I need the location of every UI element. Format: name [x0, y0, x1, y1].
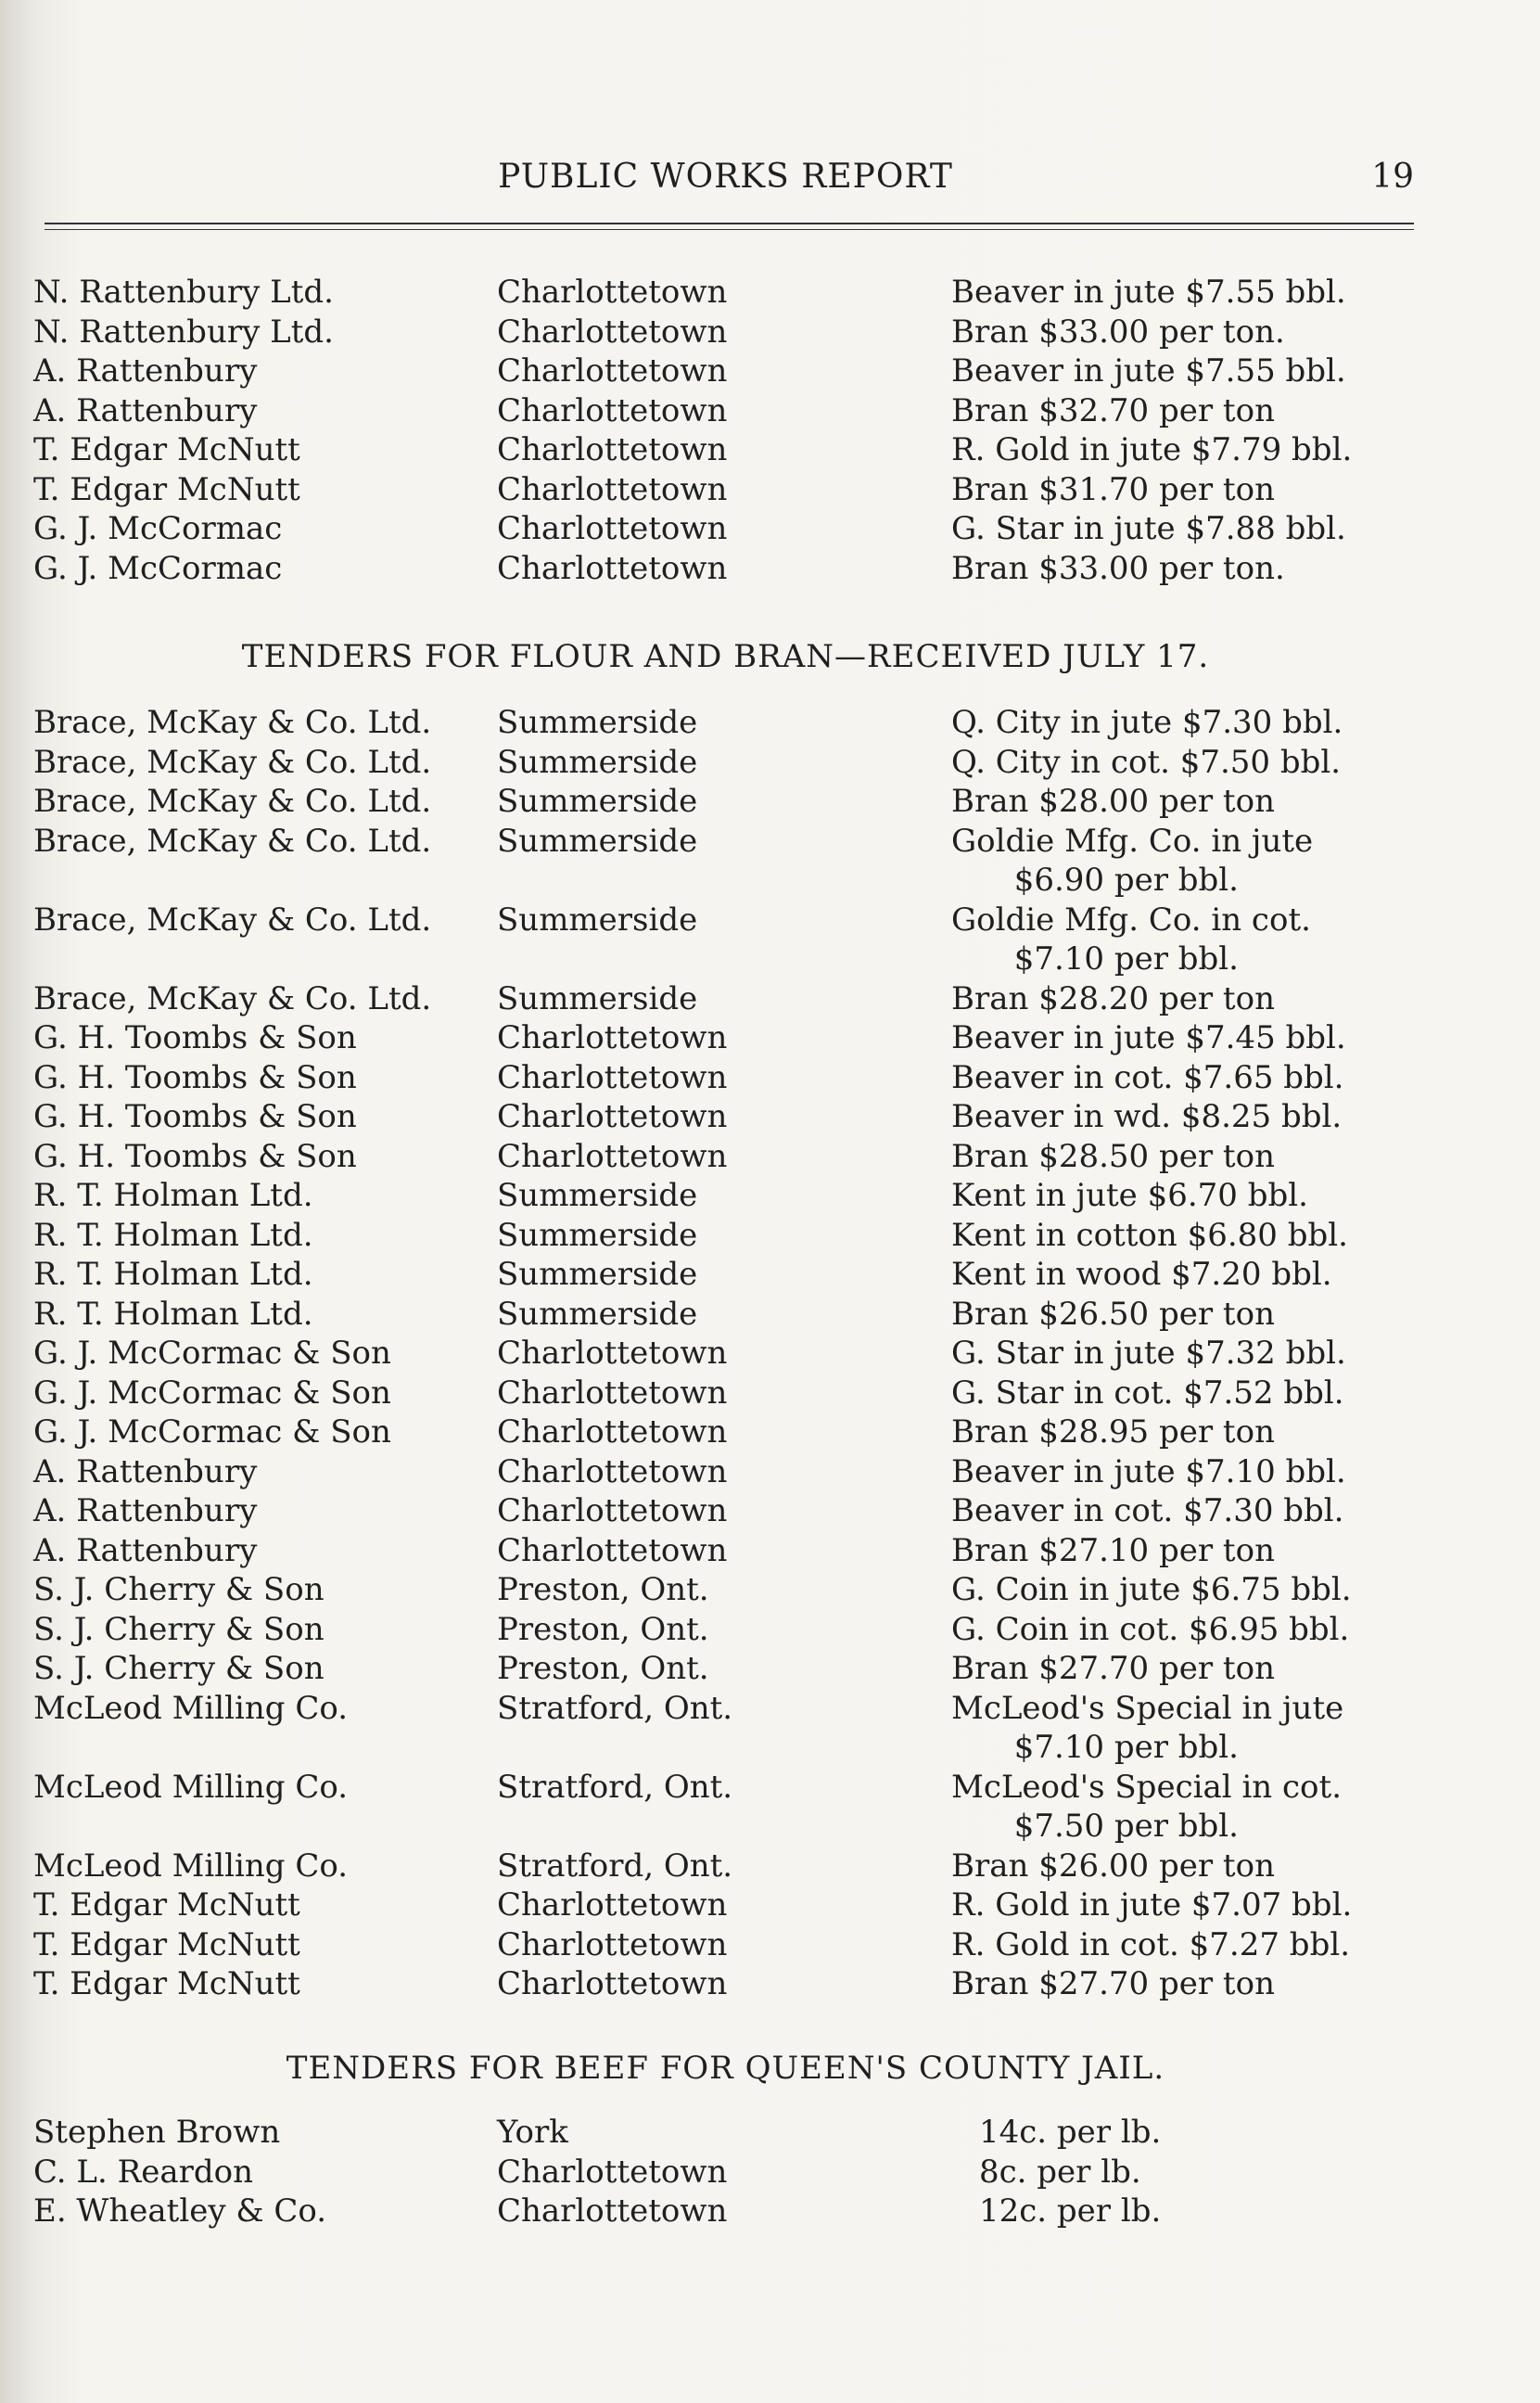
table-row — [33, 743, 1424, 783]
tenderer-name: G. J. McCormac & Son — [33, 1413, 391, 1451]
section-heading-beef: TENDERS FOR BEEF FOR QUEEN'S COUNTY JAIL. — [286, 2050, 1165, 2087]
tenderer-name: G. J. McCormac & Son — [33, 1335, 391, 1372]
tenderer-name: McLeod Milling Co. — [33, 1847, 349, 1885]
table-row — [33, 391, 1424, 431]
table-row — [33, 549, 1424, 589]
tender-price — [951, 273, 1424, 312]
tenderer-place: Charlottetown — [497, 1965, 728, 2002]
section-heading-flour-bran: TENDERS FOR FLOUR AND BRAN—RECEIVED JULY 17. — [241, 638, 1210, 675]
table-row — [33, 352, 1424, 391]
tenderer-place: Charlottetown — [497, 510, 728, 547]
table-row — [33, 1610, 1424, 1650]
table-row — [33, 1491, 1424, 1531]
tenderer-place: Charlottetown — [497, 1137, 728, 1175]
table-row — [33, 1412, 1424, 1452]
tenderer-place: Charlottetown — [497, 1058, 728, 1096]
tender-price — [951, 1689, 1424, 1767]
table-row — [33, 1216, 1424, 1256]
tender-price-line: G. Star in cot. $7.52 bbl. — [951, 1374, 1344, 1412]
tender-price-line: McLeod's Special in jute — [951, 1689, 1344, 1727]
tenderer-name: Brace, McKay & Co. Ltd. — [33, 783, 432, 820]
tender-price — [951, 1018, 1424, 1057]
tenderer-place: Stratford, Ont. — [497, 1847, 733, 1885]
tenderer-place: Summerside — [497, 1216, 698, 1254]
tender-price — [951, 1491, 1424, 1530]
tender-price-line: Kent in jute $6.70 bbl. — [951, 1177, 1308, 1214]
tenderer-name: T. Edgar McNutt — [33, 431, 300, 468]
tenderer-place: Summerside — [497, 1177, 698, 1214]
tenderer-place: Stratford, Ont. — [497, 1689, 733, 1727]
tenderer-place: Preston, Ont. — [497, 1610, 709, 1648]
tenderer-name: T. Edgar McNutt — [33, 1925, 300, 1963]
tender-price-line: Bran $28.20 per ton — [951, 979, 1275, 1017]
tender-price-line: Bran $33.00 per ton. — [951, 549, 1285, 587]
tender-price — [951, 1531, 1424, 1570]
tenderer-place: Charlottetown — [497, 2192, 728, 2230]
tenderer-place: York — [497, 2114, 568, 2151]
tenderer-name: Brace, McKay & Co. Ltd. — [33, 901, 432, 939]
tender-price — [951, 703, 1424, 742]
tender-price-line: Q. City in cot. $7.50 bbl. — [951, 743, 1342, 781]
table-row — [33, 782, 1424, 822]
tender-price-line: Beaver in jute $7.55 bbl. — [951, 274, 1346, 311]
table-row — [33, 1176, 1424, 1216]
tender-price-line: G. Coin in cot. $6.95 bbl. — [951, 1610, 1350, 1648]
tender-price — [951, 2113, 1452, 2152]
tender-price — [951, 509, 1424, 548]
tenderer-place: Summerside — [497, 979, 698, 1017]
tenderer-place: Charlottetown — [497, 313, 728, 351]
header-rule-thin — [45, 229, 1414, 230]
tenders-table-beef — [33, 2113, 1424, 2231]
table-row — [33, 1570, 1424, 1610]
tender-price — [951, 1885, 1424, 1924]
table-row — [33, 509, 1424, 549]
tender-price-line: R. Gold in jute $7.79 bbl. — [951, 431, 1353, 468]
table-row — [33, 1689, 1424, 1768]
tender-price-line: Bran $27.10 per ton — [951, 1531, 1275, 1569]
tenderer-place: Stratford, Ont. — [497, 1768, 733, 1806]
table-row — [33, 1964, 1424, 2004]
table-row — [33, 313, 1424, 352]
tenderer-name: R. T. Holman Ltd. — [33, 1216, 313, 1254]
tenderer-name: N. Rattenbury Ltd. — [33, 313, 334, 351]
tenderer-place: Summerside — [497, 1256, 698, 1293]
tender-price-line: Beaver in wd. $8.25 bbl. — [951, 1098, 1343, 1135]
tenderer-name: R. T. Holman Ltd. — [33, 1256, 313, 1293]
table-row — [33, 1649, 1424, 1689]
table-row — [33, 1058, 1424, 1098]
header-rule — [45, 223, 1414, 224]
tenderer-name: A. Rattenbury — [33, 1531, 258, 1569]
tender-price — [951, 391, 1424, 430]
tenderer-name: S. J. Cherry & Son — [33, 1610, 325, 1648]
tenderer-place: Charlottetown — [497, 470, 728, 508]
tender-price — [951, 1137, 1424, 1176]
page-header — [37, 158, 1414, 198]
tenderer-place: Summerside — [497, 901, 698, 939]
table-row — [33, 1255, 1424, 1295]
tender-price-line: Goldie Mfg. Co. in cot. — [951, 901, 1311, 939]
tender-price — [951, 352, 1424, 390]
tender-price-line: Beaver in cot. $7.65 bbl. — [951, 1058, 1344, 1096]
tender-price — [951, 782, 1424, 821]
tenderer-place: Charlottetown — [497, 1098, 728, 1135]
tender-price — [951, 1610, 1424, 1649]
tenderer-name: G. H. Toombs & Son — [33, 1098, 357, 1135]
tender-price-continuation: $7.10 per bbl. — [1013, 939, 1239, 978]
tender-price-line: 12c. per lb. — [979, 2192, 1162, 2230]
tender-price — [951, 1964, 1424, 2003]
tenderer-place: Preston, Ont. — [497, 1571, 709, 1608]
tender-price — [951, 1216, 1424, 1255]
tenderer-place: Charlottetown — [497, 1886, 728, 1924]
table-row — [33, 1768, 1424, 1847]
tender-price-line: Bran $27.70 per ton — [951, 1650, 1275, 1687]
tenderer-name: Brace, McKay & Co. Ltd. — [33, 979, 432, 1017]
table-row — [33, 1137, 1424, 1177]
tenderer-name: G. J. McCormac — [33, 510, 283, 547]
tenderer-name: G. J. McCormac & Son — [33, 1374, 391, 1412]
tenderer-name: Brace, McKay & Co. Ltd. — [33, 704, 432, 741]
tenderer-place: Charlottetown — [497, 1531, 728, 1569]
tenderer-place: Charlottetown — [497, 1335, 728, 1372]
tender-price-line: Bran $28.50 per ton — [951, 1137, 1275, 1175]
tender-price-line: R. Gold in cot. $7.27 bbl. — [951, 1925, 1351, 1963]
tenderer-name: A. Rattenbury — [33, 391, 258, 429]
tender-price — [951, 1847, 1424, 1885]
tenderer-place: Summerside — [497, 783, 698, 820]
table-row — [33, 1531, 1424, 1571]
tender-price-line: Bran $31.70 per ton — [951, 470, 1275, 508]
tenderer-name: A. Rattenbury — [33, 1492, 258, 1529]
tender-price — [951, 1374, 1424, 1412]
tender-price — [951, 1334, 1424, 1373]
table-row — [33, 1334, 1424, 1374]
table-row — [33, 273, 1424, 313]
table-row — [33, 1097, 1424, 1137]
tenderer-place: Summerside — [497, 822, 698, 860]
tenderer-name: A. Rattenbury — [33, 1452, 258, 1490]
tender-price-line: Kent in wood $7.20 bbl. — [951, 1256, 1332, 1293]
tender-price — [951, 1412, 1424, 1451]
tender-price-line: 8c. per lb. — [979, 2153, 1141, 2191]
tenderer-place: Charlottetown — [497, 1452, 728, 1490]
tenderer-name: T. Edgar McNutt — [33, 1965, 300, 2002]
tenderer-name: N. Rattenbury Ltd. — [33, 274, 334, 311]
tenderer-place: Summerside — [497, 704, 698, 741]
tenderer-name: G. H. Toombs & Son — [33, 1019, 357, 1056]
tenderer-place: Charlottetown — [497, 2153, 728, 2191]
tender-price — [951, 470, 1424, 509]
tender-price — [951, 1925, 1424, 1964]
tender-price — [951, 1452, 1424, 1491]
table-row — [33, 2113, 1424, 2153]
tender-price-line: Bran $32.70 per ton — [951, 391, 1275, 429]
tenderer-place: Charlottetown — [497, 391, 728, 429]
tenderer-place: Charlottetown — [497, 549, 728, 587]
tender-price — [951, 2153, 1452, 2192]
tender-price — [951, 1255, 1424, 1294]
tender-price-line: Bran $26.50 per ton — [951, 1295, 1275, 1333]
tenderer-name: McLeod Milling Co. — [33, 1768, 349, 1806]
table-row — [33, 1295, 1424, 1335]
tender-price-line: R. Gold in jute $7.07 bbl. — [951, 1886, 1353, 1924]
tender-price-line: 14c. per lb. — [979, 2114, 1162, 2151]
table-row — [33, 1452, 1424, 1492]
tender-price — [951, 1768, 1424, 1846]
tender-price-line: Beaver in jute $7.45 bbl. — [951, 1019, 1346, 1056]
tender-price-line: McLeod's Special in cot. — [951, 1768, 1342, 1806]
tender-price — [951, 822, 1424, 900]
table-row — [33, 1374, 1424, 1413]
page-number: 19 — [1371, 158, 1414, 196]
tender-price-line: Q. City in jute $7.30 bbl. — [951, 704, 1343, 741]
tender-price-continuation: $6.90 per bbl. — [1013, 861, 1239, 899]
tenderer-place: Summerside — [497, 743, 698, 781]
tender-price-line: Beaver in jute $7.55 bbl. — [951, 352, 1346, 390]
tender-price-line: Bran $33.00 per ton. — [951, 313, 1285, 351]
table-row — [33, 470, 1424, 510]
tender-price-line: Bran $28.95 per ton — [951, 1413, 1275, 1451]
tenderer-place: Charlottetown — [497, 1492, 728, 1529]
tender-price — [951, 1097, 1424, 1136]
tenderer-name: T. Edgar McNutt — [33, 470, 300, 508]
table-row — [33, 901, 1424, 979]
tenderer-name: G. H. Toombs & Son — [33, 1137, 357, 1175]
tenderer-name: S. J. Cherry & Son — [33, 1650, 325, 1687]
table-row — [33, 2192, 1424, 2231]
tender-price — [951, 430, 1424, 469]
tender-price — [951, 979, 1424, 1018]
tenderer-place: Charlottetown — [497, 1925, 728, 1963]
table-row — [33, 1018, 1424, 1058]
tender-price — [951, 1649, 1424, 1688]
tenderer-name: E. Wheatley & Co. — [33, 2192, 327, 2230]
tenderer-name: R. T. Holman Ltd. — [33, 1295, 313, 1333]
tenderer-name: T. Edgar McNutt — [33, 1886, 300, 1924]
tenders-table-1 — [33, 273, 1424, 588]
tenderer-name: Brace, McKay & Co. Ltd. — [33, 822, 432, 860]
tenderer-place: Charlottetown — [497, 431, 728, 468]
tender-price-line: G. Coin in jute $6.75 bbl. — [951, 1571, 1352, 1608]
tender-price-line: Beaver in cot. $7.30 bbl. — [951, 1492, 1344, 1529]
tender-price — [951, 549, 1424, 588]
tender-price-line: Bran $26.00 per ton — [951, 1847, 1275, 1885]
tender-price — [951, 1176, 1424, 1215]
tender-price — [951, 1295, 1424, 1334]
tender-price — [951, 313, 1424, 352]
tenderer-name: McLeod Milling Co. — [33, 1689, 349, 1727]
tenderer-name: R. T. Holman Ltd. — [33, 1177, 313, 1214]
tender-price — [951, 1058, 1424, 1097]
table-row — [33, 2153, 1424, 2192]
tenderer-place: Charlottetown — [497, 352, 728, 390]
tender-price-line: Bran $28.00 per ton — [951, 783, 1275, 820]
tender-price — [951, 901, 1424, 978]
tenderer-place: Charlottetown — [497, 1413, 728, 1451]
tenderer-place: Charlottetown — [497, 1374, 728, 1412]
tender-price-continuation: $7.50 per bbl. — [1013, 1807, 1239, 1845]
table-row — [33, 979, 1424, 1019]
tender-price-line: Bran $27.70 per ton — [951, 1965, 1275, 2002]
running-title: PUBLIC WORKS REPORT — [498, 158, 953, 196]
table-row — [33, 1847, 1424, 1886]
tenderer-name: C. L. Reardon — [33, 2153, 253, 2191]
tenderer-place: Charlottetown — [497, 274, 728, 311]
tender-price-line: Goldie Mfg. Co. in jute — [951, 822, 1314, 860]
tender-price-line: Kent in cotton $6.80 bbl. — [951, 1216, 1348, 1254]
tenders-table-flour-bran — [33, 703, 1424, 2004]
table-row — [33, 430, 1424, 470]
tenderer-name: G. J. McCormac — [33, 549, 283, 587]
table-row — [33, 703, 1424, 743]
tenderer-name: G. H. Toombs & Son — [33, 1058, 357, 1096]
tender-price — [951, 743, 1424, 782]
tender-price-continuation: $7.10 per bbl. — [1013, 1728, 1239, 1766]
table-row — [33, 1925, 1424, 1965]
tender-price-line: Beaver in jute $7.10 bbl. — [951, 1452, 1346, 1490]
tenderer-name: S. J. Cherry & Son — [33, 1571, 325, 1608]
tenderer-place: Charlottetown — [497, 1019, 728, 1056]
tender-price — [951, 2192, 1452, 2230]
table-row — [33, 1885, 1424, 1925]
tenderer-name: A. Rattenbury — [33, 352, 258, 390]
tender-price-line: G. Star in jute $7.88 bbl. — [951, 510, 1346, 547]
tender-price — [951, 1570, 1424, 1609]
tenderer-name: Stephen Brown — [33, 2114, 281, 2151]
tenderer-place: Preston, Ont. — [497, 1650, 709, 1687]
table-row — [33, 822, 1424, 901]
tenderer-place: Summerside — [497, 1295, 698, 1333]
tenderer-name: Brace, McKay & Co. Ltd. — [33, 743, 432, 781]
tender-price-line: G. Star in jute $7.32 bbl. — [951, 1335, 1346, 1372]
